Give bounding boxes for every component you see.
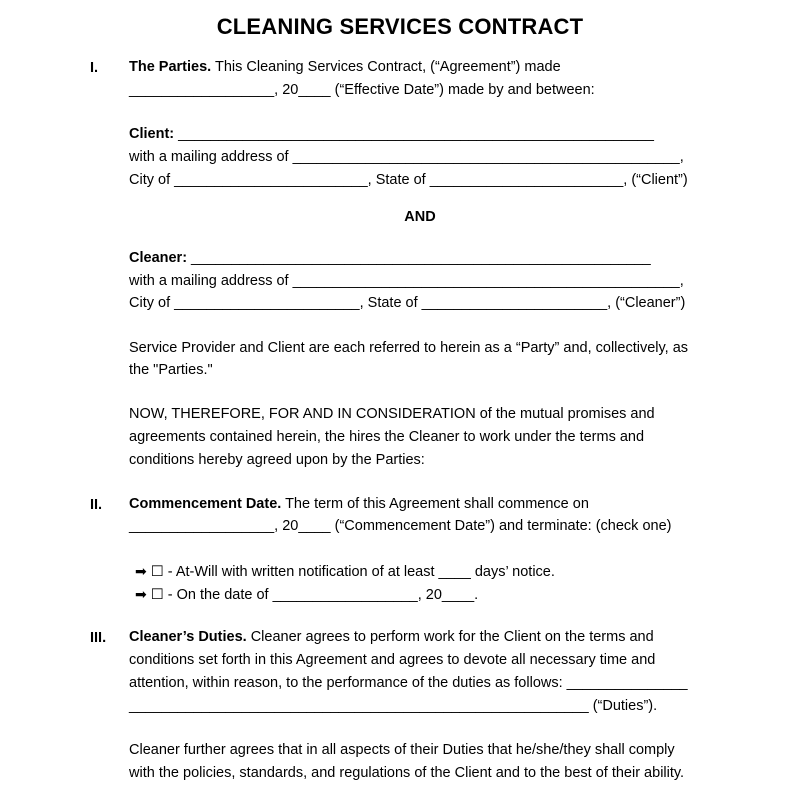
commencement-date-line: __________________, 20____ (“Commencement Date”) and terminate: (check one) [129,518,672,534]
and-separator: AND [404,209,436,225]
option-on-date [135,585,478,604]
consideration-line-3: conditions hereby agreed upon by the Parties: [129,452,425,468]
cleaner-name-line [129,249,651,267]
section-1-intro: This Cleaning Services Contract, (“Agreement”) made [211,59,561,75]
compliance-line-2: with the policies, standards, and regulations of the Client and to the best of their ability. [129,765,685,781]
cleaner-label: Cleaner: [129,250,188,266]
section-2-numeral: II. [90,497,103,513]
client-name-blank: ___________________________________________________________ [174,126,654,142]
client-name-line [129,125,654,143]
parties-paragraph-line-2: the "Parties." [129,362,213,378]
section-2-heading: Commencement Date. [129,496,282,512]
duties-line-3: attention, within reason, to the performance of the duties as follows: _______________ [129,675,688,691]
option-at-will-text: ☐ - At-Will with written notification of at least ____ days’ notice. [146,564,555,580]
section-3-line-1 [129,628,654,646]
section-3-intro: Cleaner agrees to perform work for the Client on the terms and [246,629,654,645]
client-label: Client: [129,126,175,142]
consideration-line-2: agreements contained herein, the hires the Cleaner to work under the terms and [129,429,645,445]
parties-paragraph-line-1: Service Provider and Client are each referred to herein as a “Party” and, collectively, as [129,340,689,356]
option-at-will [135,562,555,581]
cleaner-name-blank: _________________________________________________________ [187,250,651,266]
cleaner-city-line: City of _______________________, State of _______________________, (“Cleaner”) [129,295,686,311]
option-on-date-text: ☐ - On the date of __________________, 20____. [146,587,479,603]
cleaner-address-line: with a mailing address of ________________________________________________, [129,273,684,289]
arrow-right-icon: ➡ [135,586,147,602]
consideration-line-1: NOW, THEREFORE, FOR AND IN CONSIDERATION of the mutual promises and [129,406,655,422]
document-title: CLEANING SERVICES CONTRACT [216,14,584,39]
compliance-line-1: Cleaner further agrees that in all aspects of their Duties that he/she/they shall comply [129,742,675,758]
section-3-heading: Cleaner’s Duties. [129,629,247,645]
effective-date-line: __________________, 20____ (“Effective Date”) made by and between: [129,82,595,98]
client-address-line: with a mailing address of ________________________________________________, [129,149,684,165]
arrow-right-icon: ➡ [135,563,147,579]
section-1-numeral: I. [90,60,99,76]
section-2-intro: The term of this Agreement shall commence on [281,496,589,512]
client-city-line: City of ________________________, State of ________________________, (“Client”) [129,172,688,188]
section-1-line-1 [129,58,561,76]
duties-line-2: conditions set forth in this Agreement and agrees to devote all necessary time and [129,652,656,668]
section-3-numeral: III. [90,630,107,646]
section-1-heading: The Parties. [129,59,212,75]
duties-line-4: _________________________________________________________ (“Duties”). [129,698,658,714]
section-2-line-1 [129,495,589,513]
